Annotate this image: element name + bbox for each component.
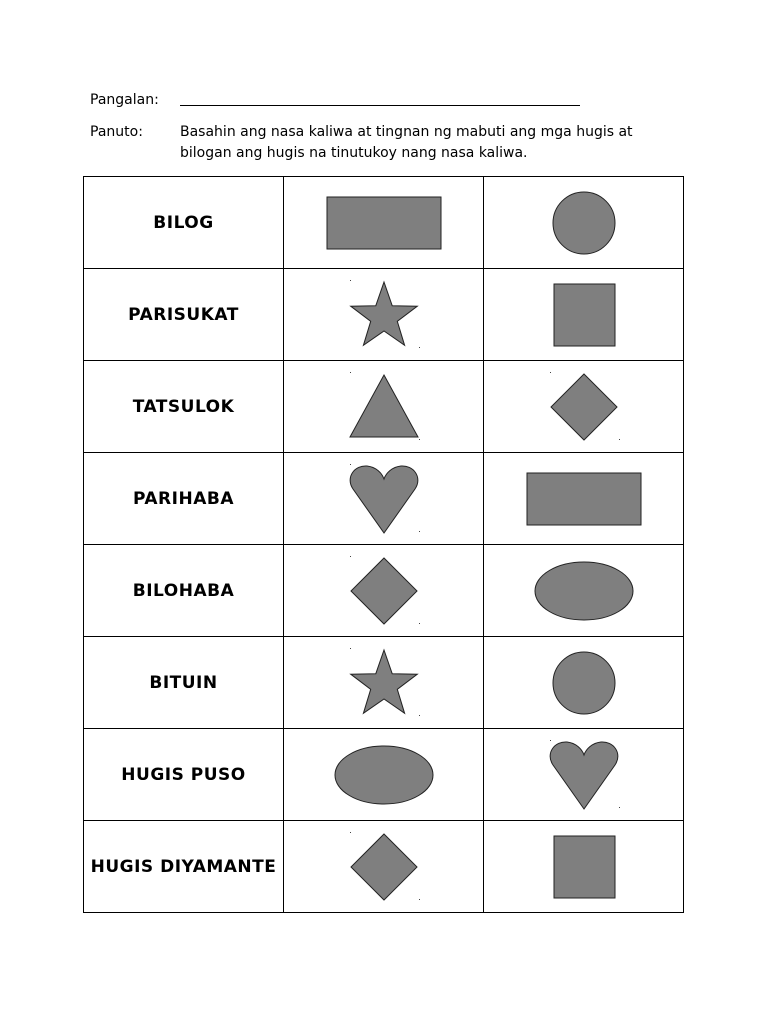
heart-shape[interactable]: [350, 465, 418, 532]
artifact-dot: [419, 623, 420, 624]
shape-name-label: PARIHABA: [84, 453, 284, 545]
shape-option-cell[interactable]: [484, 269, 684, 361]
oval-shape[interactable]: [535, 562, 633, 620]
shape-name-label: PARISUKAT: [84, 269, 284, 361]
shape-option-cell[interactable]: [484, 729, 684, 821]
artifact-dot: [350, 372, 351, 373]
shape-option-cell[interactable]: [284, 545, 484, 637]
shape-name-label: TATSULOK: [84, 361, 284, 453]
star-shape[interactable]: [350, 282, 417, 345]
heart-shape[interactable]: [550, 741, 618, 808]
artifact-dot: [419, 715, 420, 716]
diamond-shape[interactable]: [351, 558, 417, 624]
rectangle-shape[interactable]: [527, 473, 641, 525]
table-row: [84, 453, 684, 545]
star-shape[interactable]: [350, 650, 417, 713]
artifact-dot: [619, 807, 620, 808]
table-row: [84, 545, 684, 637]
shape-name-label: HUGIS PUSO: [84, 729, 284, 821]
shape-name-label: BILOG: [84, 177, 284, 269]
shape-option-cell[interactable]: [484, 361, 684, 453]
table-row: [84, 361, 684, 453]
artifact-dot: [419, 439, 420, 440]
shape-option-cell[interactable]: [484, 177, 684, 269]
table-row: [84, 177, 684, 269]
square-shape[interactable]: [554, 284, 615, 346]
triangle-shape[interactable]: [350, 375, 418, 437]
shape-option-cell[interactable]: [284, 177, 484, 269]
shape-option-cell[interactable]: [284, 821, 484, 913]
artifact-dot: [350, 648, 351, 649]
artifact-dot: [419, 899, 420, 900]
artifact-dot: [550, 740, 551, 741]
shape-option-cell[interactable]: [284, 729, 484, 821]
shape-name-label: BITUIN: [84, 637, 284, 729]
shape-option-cell[interactable]: [484, 453, 684, 545]
shape-option-cell[interactable]: [484, 821, 684, 913]
name-row: [90, 90, 180, 111]
artifact-dot: [350, 280, 351, 281]
circle-shape[interactable]: [553, 192, 615, 254]
circle-shape[interactable]: [553, 652, 615, 714]
shape-option-cell[interactable]: [284, 269, 484, 361]
table-row: [84, 269, 684, 361]
instruction-label: Panuto:: [90, 124, 143, 140]
instruction-text: Basahin ang nasa kaliwa at tingnan ng mabuti ang mga hugis at bilogan ang hugis na tinutukoy nang nasa kaliwa.: [180, 124, 633, 161]
artifact-dot: [350, 832, 351, 833]
shape-option-cell[interactable]: [484, 637, 684, 729]
diamond-shape[interactable]: [351, 834, 417, 900]
shape-option-cell[interactable]: [284, 453, 484, 545]
shape-worksheet-table: [83, 176, 684, 913]
table-row: [84, 821, 684, 913]
rectangle-shape[interactable]: [327, 197, 441, 249]
oval-shape[interactable]: [335, 746, 433, 804]
name-label: Pangalan:: [90, 92, 159, 108]
diamond-shape[interactable]: [551, 374, 617, 440]
artifact-dot: [419, 347, 420, 348]
artifact-dot: [550, 372, 551, 373]
shape-option-cell[interactable]: [484, 545, 684, 637]
shape-option-cell[interactable]: [284, 361, 484, 453]
table-row: [84, 729, 684, 821]
shape-option-cell[interactable]: [284, 637, 484, 729]
table-row: [84, 637, 684, 729]
artifact-dot: [350, 556, 351, 557]
artifact-dot: [619, 439, 620, 440]
artifact-dot: [350, 464, 351, 465]
shape-name-label: BILOHABA: [84, 545, 284, 637]
square-shape[interactable]: [554, 836, 615, 898]
shape-name-label: HUGIS DIYAMANTE: [84, 821, 284, 913]
artifact-dot: [419, 531, 420, 532]
name-blank-line[interactable]: [180, 105, 580, 106]
